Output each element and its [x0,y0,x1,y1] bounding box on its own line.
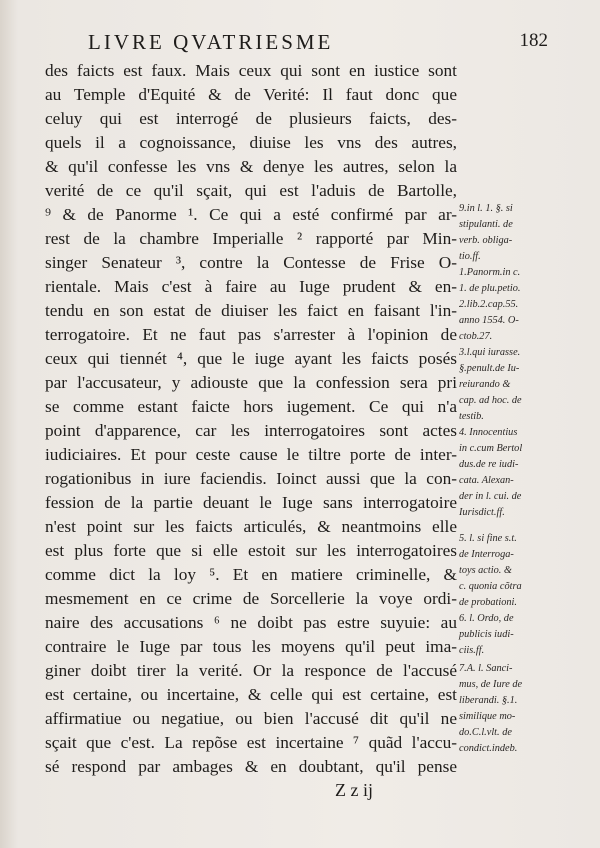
margin-note: 9.in l. 1. §. si [459,203,513,214]
text-line: point d'apparence, car les interrogatoires sont actes [45,421,457,440]
text-line: & qu'il confesse les vns & denye les autres, selon la [45,157,457,176]
margin-note: 1. de plu.petio. [459,283,521,294]
text-line: au Temple d'Equité & de Verité: Il faut donc que [45,85,457,104]
margin-note: 2.lib.2.cap.55. [459,299,519,310]
page-number: 182 [519,30,548,51]
text-line: rest de la chambre Imperialle ² rapporté par Min- [45,229,457,248]
text-line: est certaine, ou incertaine, & celle qui est certaine, est [45,685,457,704]
margin-note: de Interroga- [459,549,514,560]
text-line: ⁹ & de Panorme ¹. Ce qui a esté confirmé par ar- [45,205,457,224]
margin-note: 3.l.qui iurasse. [459,347,521,358]
margin-note: anno 1554. O- [459,315,519,326]
margin-note: dus.de re iudi- [459,459,519,470]
margin-note: 7.A. l. Sanci- [459,663,513,674]
text-line: ceux qui tiennét ⁴, que le iuge ayant les faicts posés [45,349,457,368]
margin-note: toys actio. & [459,565,512,576]
margin-note: ctob.27. [459,331,493,342]
text-line: sçait que c'est. La repõse est incertaine ⁷ quãd l'accu- [45,733,457,752]
margin-note: §.penult.de Iu- [459,363,520,374]
text-line: contraire le Iuge par tous les moyens qu'il peut ima- [45,637,457,656]
margin-note: testib. [459,411,484,422]
margin-note: c. quonia cõtra [459,581,522,592]
margin-note: stipulanti. de [459,219,513,230]
margin-note: Iurisdict.ff. [459,507,505,518]
text-line: n'est point sur les faicts articulés, & neantmoins elle [45,517,457,536]
margin-note: reiurando & [459,379,511,390]
text-line: iudiciaires. Et pour ceste cause le tiltre porte de inter- [45,445,457,464]
margin-note: de probationi. [459,597,517,608]
text-line: affirmatiue ou negatiue, ou bien l'accusé dit qu'il ne [45,709,457,728]
text-line: par l'accusateur, y adiouste que la confession sera pri [45,373,457,392]
text-line: rientale. Mais c'est à faire au Iuge prudent & en- [45,277,457,296]
margin-note: do.C.l.vlt. de [459,727,512,738]
margin-note: mus, de Iure de [459,679,523,690]
text-line: mesmement en ce crime de Sorcellerie la voye ordi- [45,589,457,608]
margin-note: in c.cum Bertol [459,443,523,454]
signature-mark: Z z ij [335,780,373,800]
text-line: des faicts est faux. Mais ceux qui sont en iustice sont [45,61,457,80]
text-line: quels il a cognoissance, diuise les vns des autres, [45,133,457,152]
text-line: singer Senateur ³, contre la Contesse de Frise O- [45,253,457,272]
margin-note: similique mo- [459,711,516,722]
margin-note: 4. Innocentius [459,427,518,438]
margin-note: 6. l. Ordo, de [459,613,514,624]
text-line: celuy qui est interrogé de plusieurs faicts, des- [45,109,457,128]
text-line: tendu en son estat de diuiser les faict en faisant l'in- [45,301,457,320]
margin-note: der in l. cui. de [459,491,522,502]
margin-note: 1.Panorm.in c. [459,267,521,278]
running-title: LIVRE QVATRIESME [88,30,334,54]
margin-note: liberandi. §.1. [459,695,518,706]
text-line: terrogatoire. Et ne faut pas s'arrester à l'opinion de [45,325,457,344]
text-line: sé respond par ambages & en doubtant, qu'il pense [45,757,457,776]
margin-note: cap. ad hoc. de [459,395,522,406]
margin-note: condict.indeb. [459,743,518,754]
margin-note: cata. Alexan- [459,475,514,486]
margin-note: 5. l. si fine s.t. [459,533,517,544]
text-line: se comme estant faicte hors iugement. Ce qui n'a [45,397,457,416]
text-line: giner doibt tirer la verité. Or la responce de l'accusé [45,661,457,680]
margin-note: tio.ff. [459,251,481,262]
text-line: fession de la partie deuant le Iuge sans interrogatoire [45,493,457,512]
text-line: comme dict la loy ⁵. Et en matiere criminelle, & [45,565,457,584]
text-line: est plus forte que si elle estoit sur les interrogatoires [45,541,457,560]
text-line: verité de ce qu'il sçait, qui est l'aduis de Bartolle, [45,181,457,200]
margin-note: verb. obliga- [459,235,513,246]
text-line: rogationibus in iure faciendis. Ioinct aussi que la con- [45,469,457,488]
text-line: naire des accusations ⁶ ne doibt pas estre suyuie: au [45,613,457,632]
margin-note: ciis.ff. [459,645,485,656]
margin-note: publicis iudi- [459,629,514,640]
